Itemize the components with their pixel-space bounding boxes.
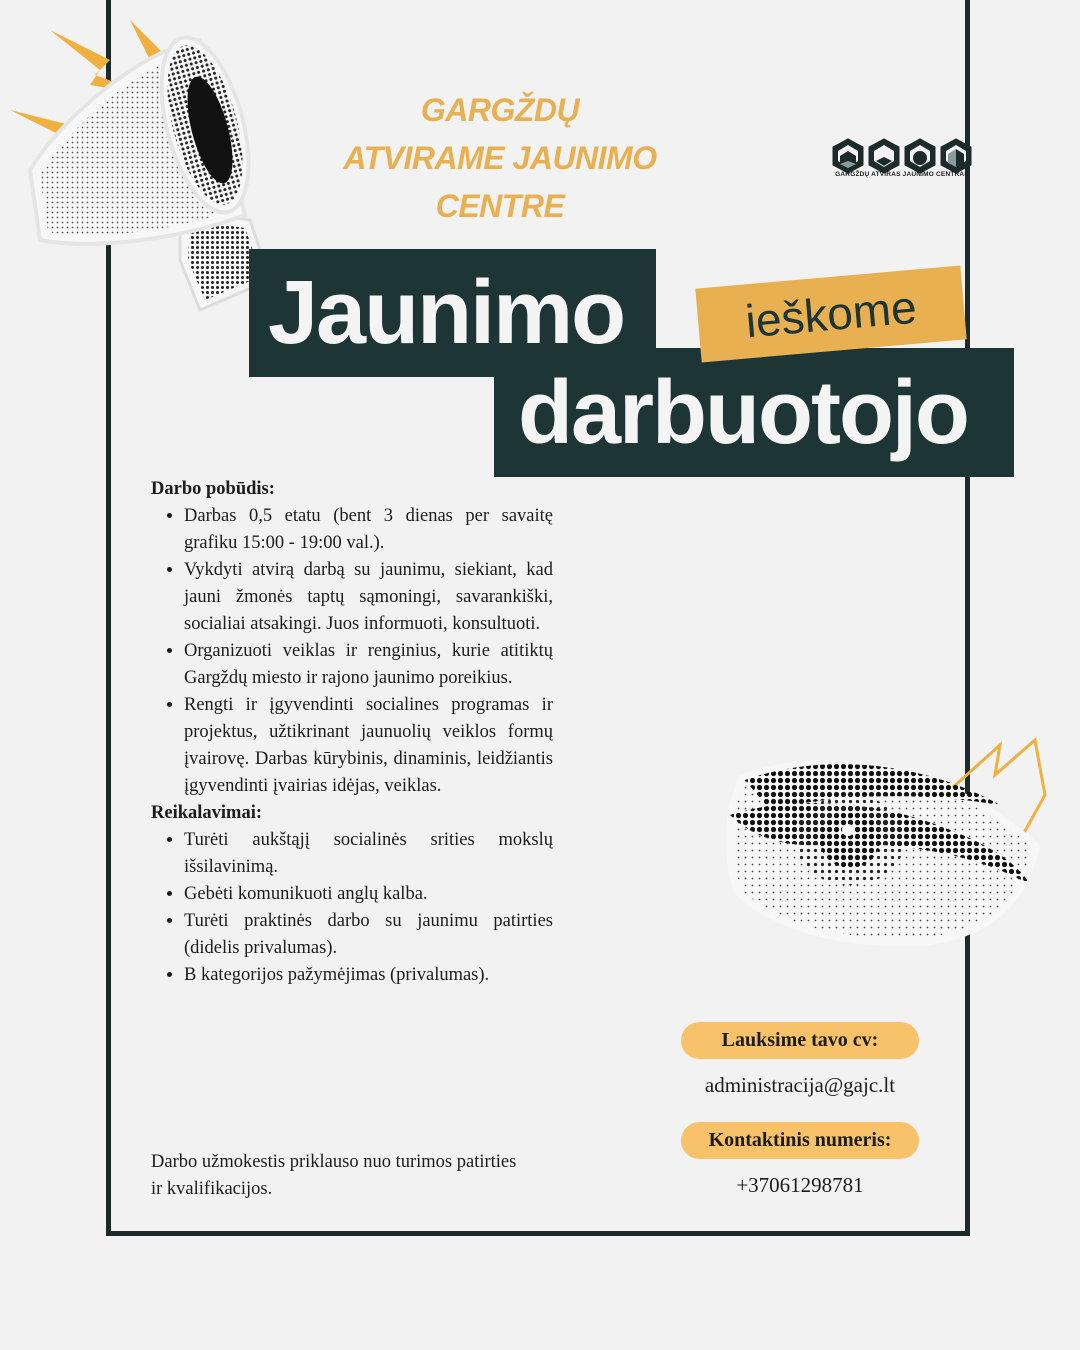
job-description <box>151 476 553 989</box>
title-line-1: Jaunimo <box>268 263 625 363</box>
org-line-1: GARGŽDŲ <box>420 92 580 128</box>
org-line-2: ATVIRAME JAUNIMO <box>343 140 657 176</box>
list-item: • B kategorijos pažymėjimas (privalumas). <box>184 962 553 989</box>
salary-note: Darbo užmokestis priklauso nuo turimos patirties ir kvalifikacijos. <box>151 1152 517 1199</box>
eye-illustration <box>700 735 1070 965</box>
tag-text: ieškome <box>743 280 919 348</box>
list-item: • Gebėti komunikuoti anglų kalba. <box>184 881 553 908</box>
list-item: • Organizuoti veiklas ir renginius, kurie atitiktų Gargždų miesto ir rajono jaunimo poreikius. <box>184 638 553 692</box>
requirements-heading: Reikalavimai: <box>151 803 262 823</box>
logo-text: GARGŽDŲ ATVIRAS JAUNIMO CENTRAS <box>835 171 969 178</box>
list-item: • Vykdyti atvirą darbą su jaunimu, siekiant, kad jauni žmonės taptų sąmoningi, savarankiški, socialiai atsakingi. Juos informuoti, konsultuoti. <box>184 557 553 638</box>
list-item: • Turėti praktinės darbo su jaunimu patirties (didelis privalumas). <box>184 908 553 962</box>
list-item: • Darbas 0,5 etatu (bent 3 dienas per savaitę grafiku 15:00 - 19:00 val.). <box>184 503 553 557</box>
org-line-3: CENTRE <box>435 188 565 224</box>
cv-label: Lauksime tavo cv: <box>681 1022 919 1059</box>
list-item: • Turėti aukštąjį socialinės srities mokslų išsilavinimą. <box>184 827 553 881</box>
phone-link[interactable]: +37061298781 <box>736 1173 864 1197</box>
list-item: • Rengti ir įgyvendinti socialines programas ir projektus, užtikrinant jaunuolių veiklos formų įvairovę. Darbas kūrybinis, dinaminis, leidžiantis įgyvendinti įvairias idėjas, veiklas. <box>184 692 553 800</box>
phone-label: Kontaktinis numeris: <box>681 1122 919 1159</box>
email-link[interactable]: administracija@gajc.lt <box>704 1073 896 1097</box>
org-heading <box>300 86 700 230</box>
duties-heading: Darbo pobūdis: <box>151 479 275 499</box>
duties-list <box>151 503 553 800</box>
requirements-list <box>151 827 553 989</box>
title-line-2: darbuotojo <box>518 363 968 463</box>
